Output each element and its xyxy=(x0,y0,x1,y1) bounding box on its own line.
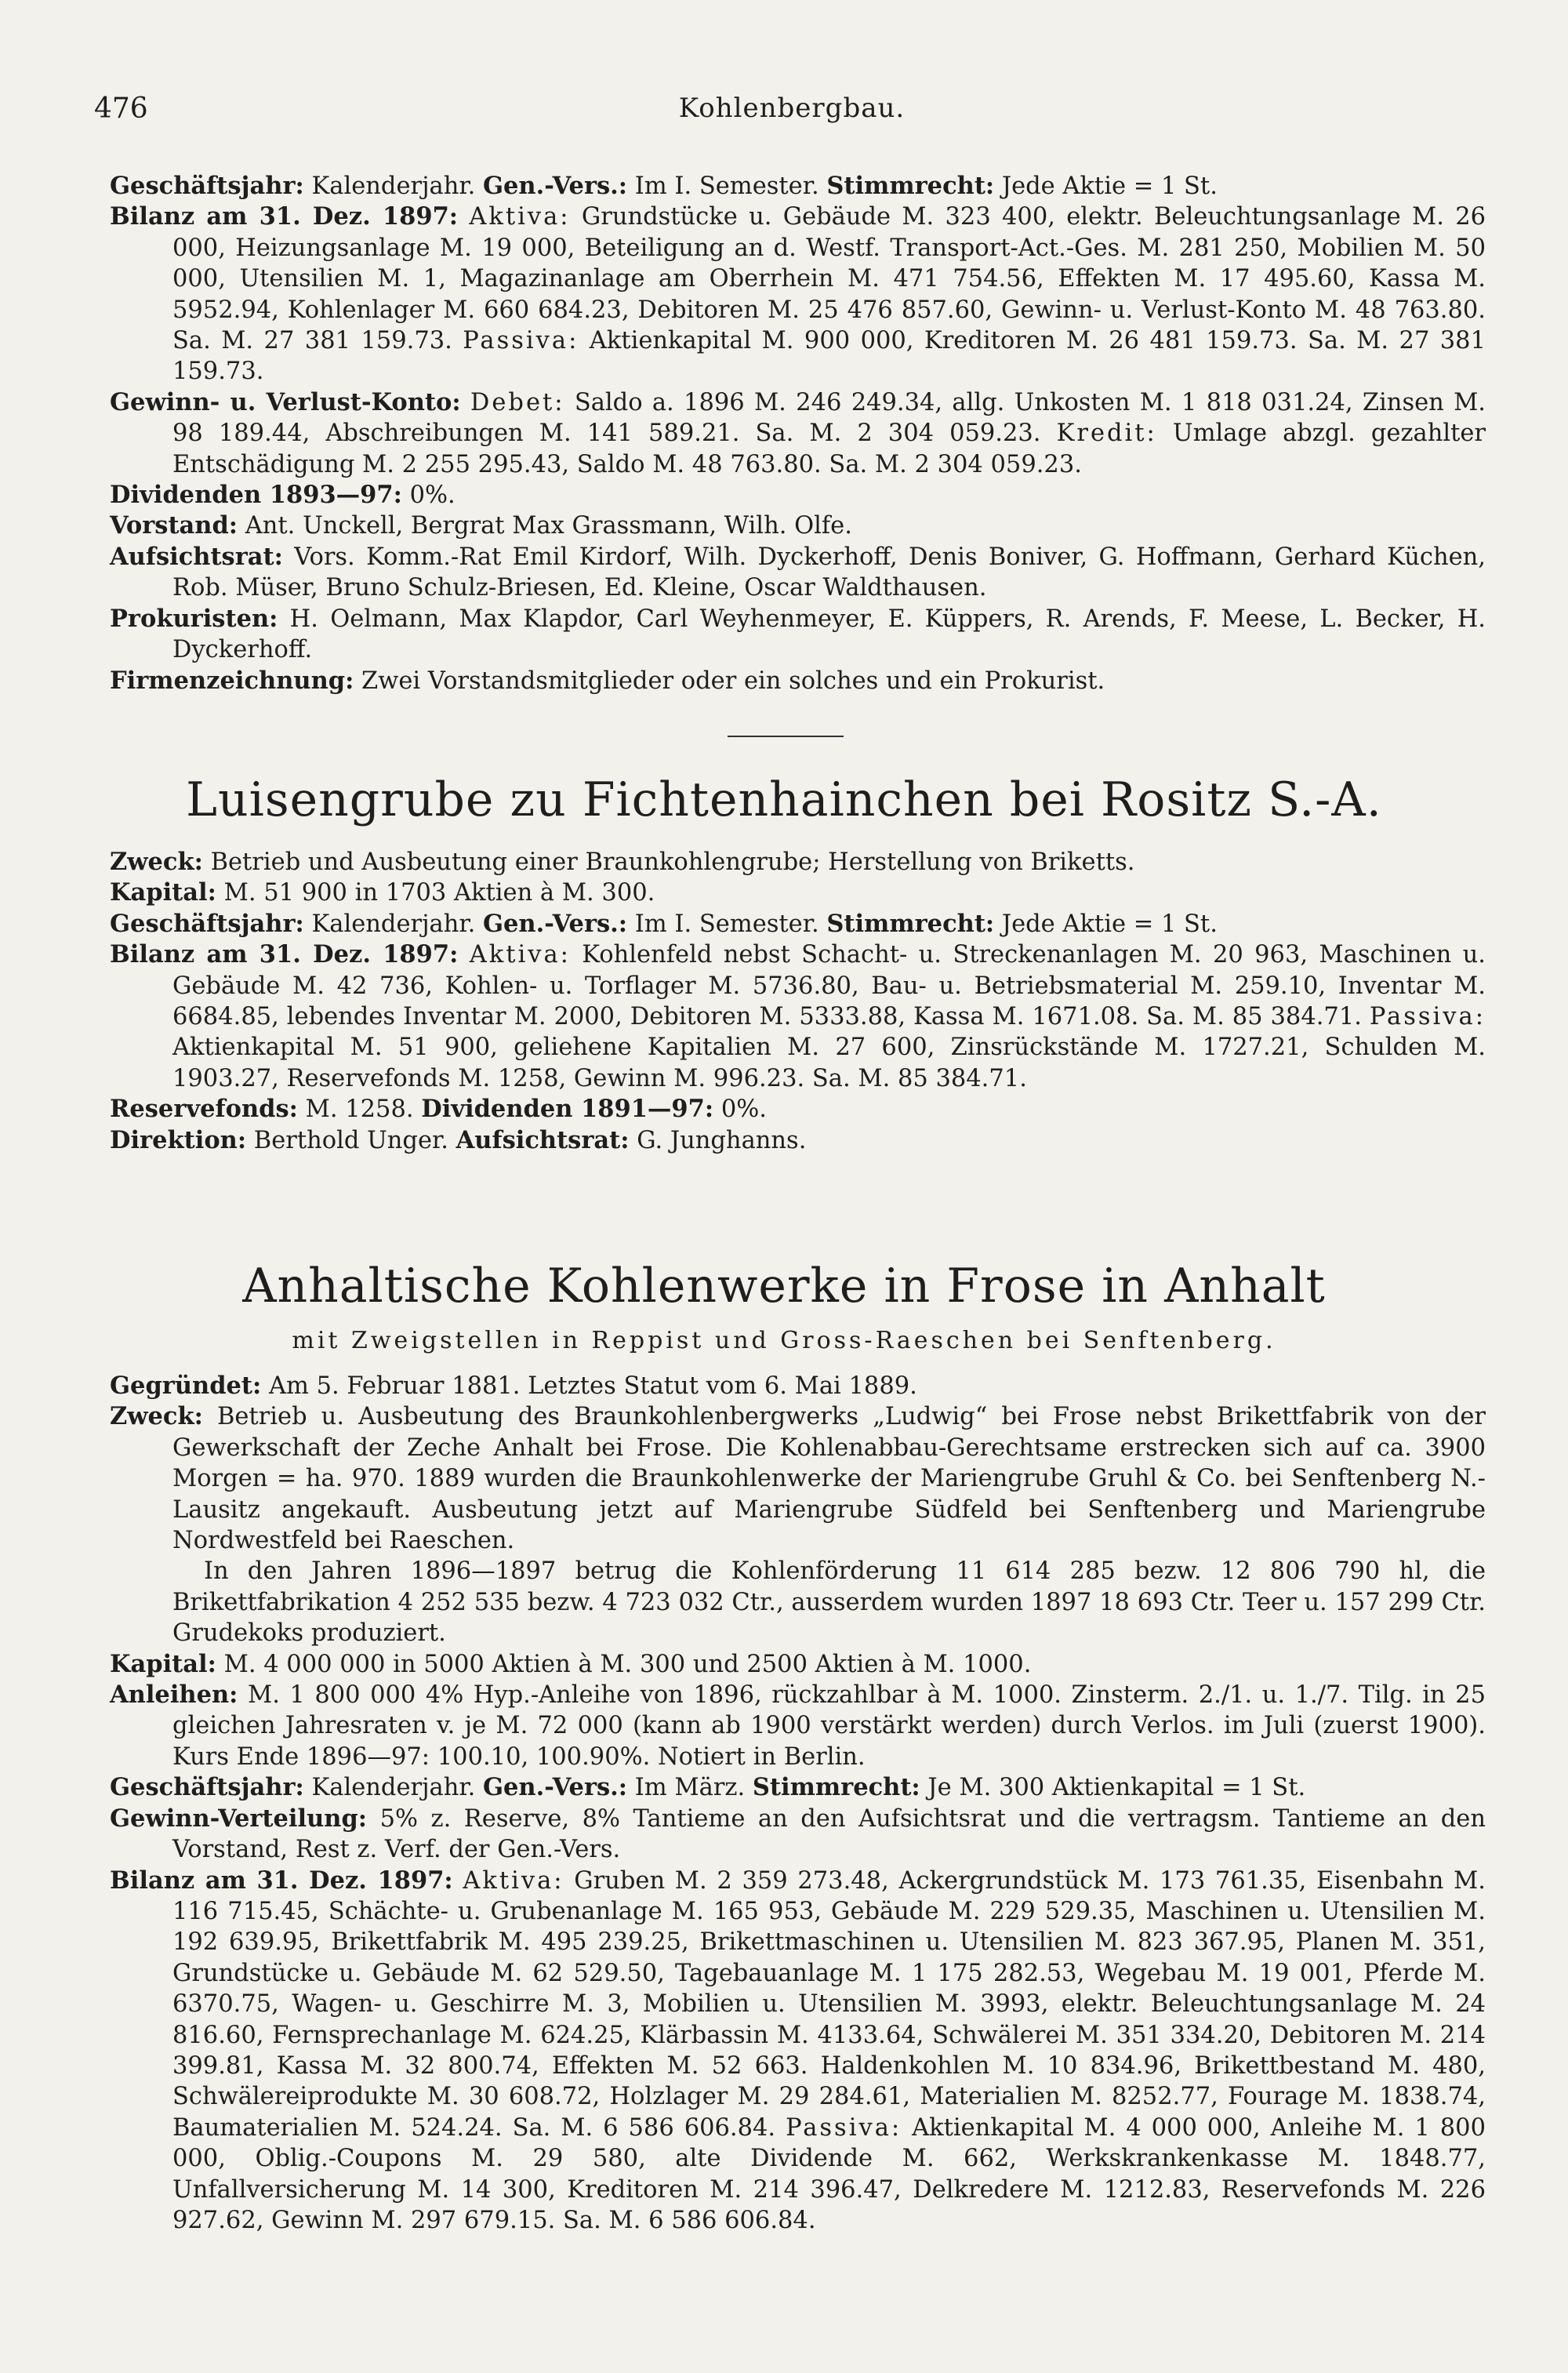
entry-zweck-continued: In den Jahren 1896—1897 betrug die Kohlenförderung 11 614 285 bezw. 12 806 790 hl, die Brikettfabrikation 4 252 535 bezw. 4 723 032 Ctr., ausserdem wurden 1897 18 693 Ctr. Teer u. 157 299 Ctr. Grudekoks produziert. xyxy=(172,1557,1486,1648)
page-header xyxy=(94,93,1490,140)
entry-dividenden: Dividenden 1893—97: 0%. xyxy=(110,481,456,510)
entry-zweck: Zweck: Betrieb und Ausbeutung einer Braunkohlengrube; Herstellung von Briketts. xyxy=(110,848,1135,876)
entry-direktion: Direktion: Berthold Unger. Aufsichtsrat: G. Junghanns. xyxy=(110,1125,807,1154)
entry-gewinn-verteilung: Gewinn-Verteilung: 5% z. Reserve, 8% Tantieme an den Aufsichtsrat und die vertragsm. Tantieme an den Vorstand, Rest z. Verf. der Gen.-Vers. xyxy=(110,1804,1486,1864)
running-title: Kohlenbergbau. xyxy=(678,93,906,124)
company-title: Anhaltische Kohlenwerke in Frose in Anhalt xyxy=(242,1259,1326,1314)
company-section xyxy=(110,847,1486,1156)
entry-aufsichtsrat: Aufsichtsrat: Vors. Komm.-Rat Emil Kirdorf, Wilh. Dyckerhoff, Denis Boniver, G. Hoffmann, Gerhard Küchen, Rob. Müser, Bruno Schulz-Briesen, Ed. Kleine, Oscar Waldthausen. xyxy=(110,542,1486,602)
entry-bilanz: Bilanz am 31. Dez. 1897: Aktiva: Kohlenfeld nebst Schacht- u. Streckenanlagen M. 20 963, Maschinen u. Gebäude M. 42 736, Kohlen- u. Torflager M. 5736.80, Bau- u. Betriebsmaterial M. 259.10, Inventar M. 6684.85, lebendes Inventar M. 2000, Debitoren M. 5333.88, Kassa M. 1671.08. Sa. M. 85 384.71. Passiva: Aktienkapital M. 51 900, geliehene Kapitalien M. 27 600, Zinsrückstände M. 1727.21, Schulden M. 1903.27, Reservefonds M. 1258, Gewinn M. 996.23. Sa. M. 85 384.71. xyxy=(110,940,1486,1092)
section-divider xyxy=(728,736,844,737)
company-title: Luisengrube zu Fichtenhainchen bei Rositz S.-A. xyxy=(186,772,1382,827)
entry-geschaeftsjahr: Geschäftsjahr: Kalenderjahr. Gen.-Vers.: Im I. Semester. Stimmrecht: Jede Aktie = 1 St. xyxy=(110,172,1218,200)
entry-geschaeftsjahr: Geschäftsjahr: Kalenderjahr. Gen.-Vers.: Im März. Stimmrecht: Je M. 300 Aktienkapital = 1 St. xyxy=(110,1773,1306,1802)
company-subtitle: mit Zweigstellen in Reppist und Gross-Raeschen bei Senftenberg. xyxy=(292,1327,1276,1354)
entry-bilanz: Bilanz am 31. Dez. 1897: Aktiva: Gruben M. 2 359 273.48, Ackergrundstück M. 173 761.35, Eisenbahn M. 116 715.45, Schächte- u. Grubenanlage M. 165 953, Gebäude M. 229 529.35, Maschinen u. Utensilien M. 192 639.95, Brikettfabrik M. 495 239.25, Brikettmaschinen u. Utensilien M. 823 367.95, Planen M. 351, Grundstücke u. Gebäude M. 62 529.50, Tagebauanlage M. 1 175 282.53, Wegebau M. 19 001, Pferde M. 6370.75, Wagen- u. Geschirre M. 3, Mobilien u. Utensilien M. 3993, elektr. Beleuchtungsanlage M. 24 816.60, Fernsprechanlage M. 624.25, Klärbassin M. 4133.64, Schwälerei M. 351 334.20, Debitoren M. 214 399.81, Kassa M. 32 800.74, Effekten M. 52 663. Haldenkohlen M. 10 834.96, Brikettbestand M. 480, Schwälereiprodukte M. 30 608.72, Holzlager M. 29 284.61, Materialien M. 8252.77, Fourage M. 1838.74, Baumaterialien M. 524.24. Sa. M. 6 586 606.84. Passiva: Aktienkapital M. 4 000 000, Anleihe M. 1 800 000, Oblig.-Coupons M. 29 580, alte Dividende M. 662, Werkskrankenkasse M. 1848.77, Unfallversicherung M. 14 300, Kreditoren M. 214 396.47, Delkredere M. 1212.83, Reservefonds M. 226 927.62, Gewinn M. 297 679.15. Sa. M. 6 586 606.84. xyxy=(110,1866,1486,2234)
entry-prokuristen: Prokuristen: H. Oelmann, Max Klapdor, Carl Weyhenmeyer, E. Küppers, R. Arends, F. Meese, L. Becker, H. Dyckerhoff. xyxy=(110,604,1486,664)
page-number: 476 xyxy=(94,93,148,125)
entry-zweck: Zweck: Betrieb u. Ausbeutung des Braunkohlenbergwerks „Ludwig“ bei Frose nebst Brikettfabrik von der Gewerkschaft der Zeche Anhalt bei Frose. Die Kohlenabbau-Gerechtsame erstrecken sich auf ca. 3900 Morgen = ha. 970. 1889 wurden die Braunkohlenwerke der Mariengrube Gruhl & Co. bei Senftenberg N.-Lausitz angekauft. Ausbeutung jetzt auf Mariengrube Südfeld bei Senftenberg und Mariengrube Nordwestfeld bei Raeschen. xyxy=(110,1402,1486,1555)
entry-anleihen: Anleihen: M. 1 800 000 4% Hyp.-Anleihe von 1896, rückzahlbar à M. 1000. Zinsterm. 2./1. u. 1./7. Tilg. in 25 gleichen Jahresraten v. je M. 72 000 (kann ab 1900 verstärkt werden) durch Verlos. im Juli (zuerst 1900). Kurs Ende 1896—97: 100.10, 100.90%. Notiert in Berlin. xyxy=(110,1681,1486,1771)
entry-firmenzeichnung: Firmenzeichnung: Zwei Vorstandsmitglieder oder ein solches und ein Prokurist. xyxy=(110,666,1105,695)
company-section xyxy=(110,1371,1486,2236)
entry-kapital: Kapital: M. 4 000 000 in 5000 Aktien à M. 300 und 2500 Aktien à M. 1000. xyxy=(110,1649,1032,1678)
entry-vorstand: Vorstand: Ant. Unckell, Bergrat Max Grassmann, Wilh. Olfe. xyxy=(110,511,852,540)
entry-bilanz: Bilanz am 31. Dez. 1897: Aktiva: Grundstücke u. Gebäude M. 323 400, elektr. Beleuchtungsanlage M. 26 000, Heizungsanlage M. 19 000, Beteiligung an d. Westf. Transport-Act.-Ges. M. 281 250, Mobilien M. 50 000, Utensilien M. 1, Magazinanlage am Oberrhein M. 471 754.56, Effekten M. 17 495.60, Kassa M. 5952.94, Kohlenlager M. 660 684.23, Debitoren M. 25 476 857.60, Gewinn- u. Verlust-Konto M. 48 763.80. Sa. M. 27 381 159.73. Passiva: Aktienkapital M. 900 000, Kreditoren M. 26 481 159.73. Sa. M. 27 381 159.73. xyxy=(110,202,1486,386)
entry-gewinn-verlust: Gewinn- u. Verlust-Konto: Debet: Saldo a. 1896 M. 246 249.34, allg. Unkosten M. 1 818 031.24, Zinsen M. 98 189.44, Abschreibungen M. 141 589.21. Sa. M. 2 304 059.23. Kredit: Umlage abzgl. gezahlter Entschädigung M. 2 255 295.43, Saldo M. 48 763.80. Sa. M. 2 304 059.23. xyxy=(110,387,1486,478)
section-continued xyxy=(110,171,1486,696)
entry-reservefonds: Reservefonds: M. 1258. Dividenden 1891—97: 0%. xyxy=(110,1095,767,1124)
entry-gegruendet: Gegründet: Am 5. Februar 1881. Letztes Statut vom 6. Mai 1889. xyxy=(110,1372,917,1400)
entry-kapital: Kapital: M. 51 900 in 1703 Aktien à M. 300. xyxy=(110,878,655,907)
entry-geschaeftsjahr: Geschäftsjahr: Kalenderjahr. Gen.-Vers.: Im I. Semester. Stimmrecht: Jede Aktie = 1 St. xyxy=(110,909,1218,938)
